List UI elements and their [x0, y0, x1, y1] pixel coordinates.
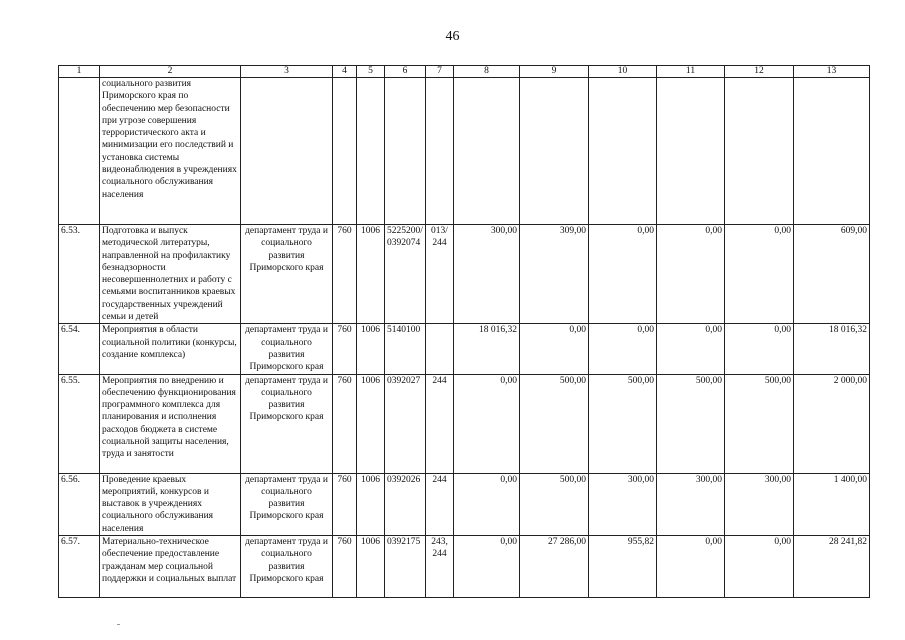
row-expense-type: 243, 244: [426, 536, 454, 598]
row-id: [59, 78, 100, 225]
row-section: 1006: [357, 374, 385, 473]
row-description: социального развития Приморского края по обеспечению мер безопасности при угрозе совершения террористического акта и минимизации его последствий и установка системы видеонаблюдения в учреждениях социального обслуживания населения: [100, 78, 241, 225]
row-value-10: 300,00: [589, 473, 657, 535]
budget-table: [58, 65, 870, 598]
row-section: 1006: [357, 473, 385, 535]
row-value-11: 500,00: [657, 374, 725, 473]
row-grbs: 760: [333, 374, 357, 473]
column-number: 3: [241, 66, 333, 78]
row-target-article: [385, 78, 426, 225]
row-executor: департамент труда и социального развития Приморского края: [241, 225, 333, 324]
row-value-12: [725, 78, 794, 225]
row-value-11: 0,00: [657, 536, 725, 598]
row-section: 1006: [357, 225, 385, 324]
row-expense-type: [426, 78, 454, 225]
row-grbs: 760: [333, 324, 357, 374]
page-number: 46: [445, 29, 460, 44]
column-number: 8: [454, 66, 520, 78]
row-description: Мероприятия в области социальной политики (конкурсы, создание комплекса): [100, 324, 241, 374]
row-value-9: [520, 78, 589, 225]
row-executor: [241, 78, 333, 225]
scan-speck: [117, 624, 120, 625]
row-expense-type: 013/ 244: [426, 225, 454, 324]
row-value-8: 18 016,32: [454, 324, 520, 374]
row-id: 6.56.: [59, 473, 100, 535]
column-number: 12: [725, 66, 794, 78]
row-total: 18 016,32: [794, 324, 870, 374]
row-target-article: 0392026: [385, 473, 426, 535]
row-executor: департамент труда и социального развития Приморского края: [241, 473, 333, 535]
row-description: Проведение краевых мероприятий, конкурсов и выставок в учреждениях социального обслуживания населения: [100, 473, 241, 535]
column-number: 6: [385, 66, 426, 78]
row-value-11: 0,00: [657, 225, 725, 324]
table-row: [59, 324, 870, 374]
row-executor: департамент труда и социального развития Приморского края: [241, 536, 333, 598]
row-value-12: 0,00: [725, 225, 794, 324]
column-number: 5: [357, 66, 385, 78]
column-number: 4: [333, 66, 357, 78]
row-description: Подготовка и выпуск методической литературы, направленной на профилактику безнадзорности несовершеннолетних и работу с семьями воспитанников краевых государственных учреждений семьи и детей: [100, 225, 241, 324]
row-target-article: 0392175: [385, 536, 426, 598]
row-expense-type: 244: [426, 374, 454, 473]
row-section: [357, 78, 385, 225]
column-number: 13: [794, 66, 870, 78]
row-id: 6.57.: [59, 536, 100, 598]
column-number: 9: [520, 66, 589, 78]
row-grbs: 760: [333, 536, 357, 598]
row-grbs: 760: [333, 473, 357, 535]
row-value-8: 300,00: [454, 225, 520, 324]
row-value-9: 0,00: [520, 324, 589, 374]
column-number: 10: [589, 66, 657, 78]
row-value-10: 0,00: [589, 324, 657, 374]
row-value-12: 300,00: [725, 473, 794, 535]
row-total: 1 400,00: [794, 473, 870, 535]
row-value-8: 0,00: [454, 374, 520, 473]
row-value-8: 0,00: [454, 536, 520, 598]
row-value-9: 309,00: [520, 225, 589, 324]
row-value-10: 0,00: [589, 225, 657, 324]
row-grbs: 760: [333, 225, 357, 324]
row-section: 1006: [357, 536, 385, 598]
row-value-10: 500,00: [589, 374, 657, 473]
row-executor: департамент труда и социального развития Приморского края: [241, 374, 333, 473]
row-section: 1006: [357, 324, 385, 374]
row-description: Материально-техническое обеспечение предоставление гражданам мер социальной поддержки и социальных выплат: [100, 536, 241, 598]
row-total: 2 000,00: [794, 374, 870, 473]
row-value-12: 0,00: [725, 324, 794, 374]
row-id: 6.53.: [59, 225, 100, 324]
row-value-11: [657, 78, 725, 225]
row-id: 6.54.: [59, 324, 100, 374]
row-value-9: 500,00: [520, 374, 589, 473]
table-row: [59, 225, 870, 324]
row-expense-type: 244: [426, 473, 454, 535]
column-number: 2: [100, 66, 241, 78]
row-value-8: 0,00: [454, 473, 520, 535]
row-expense-type: [426, 324, 454, 374]
row-id: 6.55.: [59, 374, 100, 473]
column-number: 11: [657, 66, 725, 78]
table-row: [59, 78, 870, 225]
table-row: [59, 473, 870, 535]
column-number: 7: [426, 66, 454, 78]
row-total: [794, 78, 870, 225]
row-value-9: 27 286,00: [520, 536, 589, 598]
table-row: [59, 536, 870, 598]
row-target-article: 5140100: [385, 324, 426, 374]
row-total: 28 241,82: [794, 536, 870, 598]
row-total: 609,00: [794, 225, 870, 324]
column-number-row: [59, 66, 870, 78]
row-grbs: [333, 78, 357, 225]
row-value-12: 500,00: [725, 374, 794, 473]
row-description: Мероприятия по внедрению и обеспечению функционирования программного комплекса для планирования и исполнения расходов бюджета в системе социальной защиты населения, труда и занятости: [100, 374, 241, 473]
row-value-8: [454, 78, 520, 225]
row-value-9: 500,00: [520, 473, 589, 535]
row-value-10: [589, 78, 657, 225]
row-target-article: 5225200/ 0392074: [385, 225, 426, 324]
row-value-11: 0,00: [657, 324, 725, 374]
column-number: 1: [59, 66, 100, 78]
row-target-article: 0392027: [385, 374, 426, 473]
row-executor: департамент труда и социального развития Приморского края: [241, 324, 333, 374]
row-value-12: 0,00: [725, 536, 794, 598]
table-row: [59, 374, 870, 473]
row-value-10: 955,82: [589, 536, 657, 598]
row-value-11: 300,00: [657, 473, 725, 535]
